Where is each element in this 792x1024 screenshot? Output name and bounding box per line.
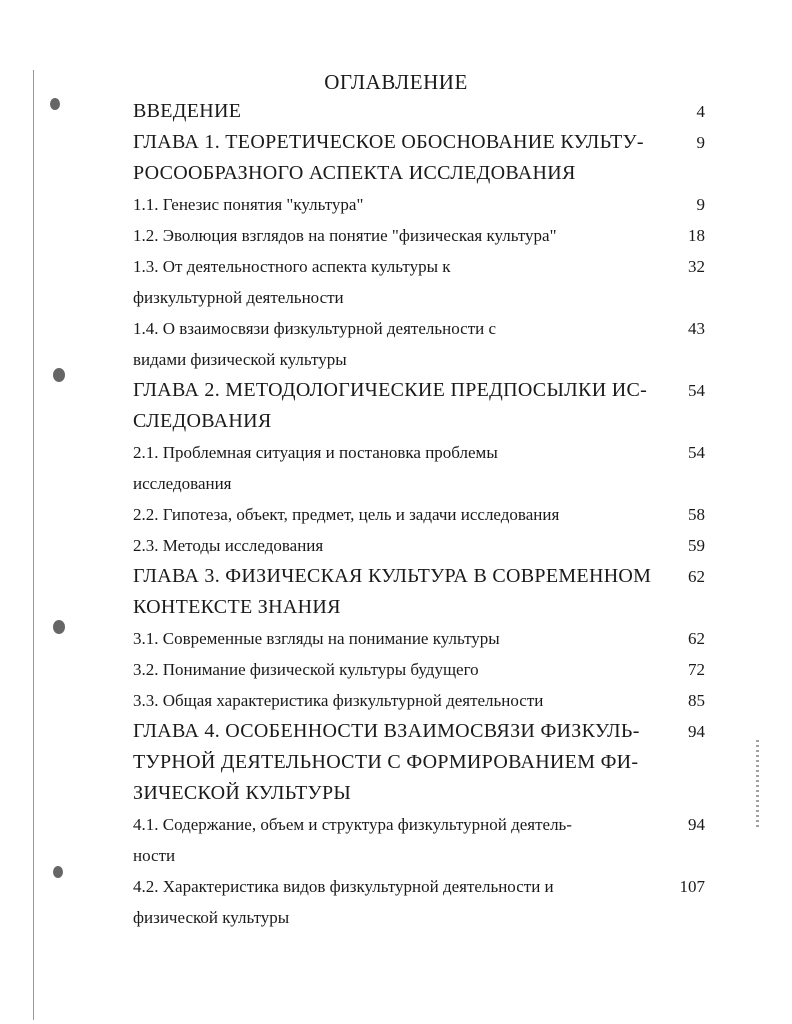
toc-entry-line: ТУРНОЙ ДЕЯТЕЛЬНОСТИ С ФОРМИРОВАНИЕМ ФИ-	[133, 751, 639, 773]
toc-entry-title	[133, 437, 643, 499]
toc-section-entry	[133, 623, 713, 654]
toc-entry-line: 3.3. Общая характеристика физкультурной деятельности	[133, 691, 544, 710]
toc-entry-title	[133, 561, 652, 623]
toc-entry-title	[133, 313, 643, 375]
toc-entry-line: 1.1. Генезис понятия "культура"	[133, 195, 364, 214]
toc-section-entry	[133, 220, 713, 251]
toc-chapter-entry	[133, 375, 713, 437]
toc-entry-title	[133, 530, 643, 561]
toc-section-entry	[133, 809, 713, 871]
toc-entry-line: 2.3. Методы исследования	[133, 536, 324, 555]
toc-page-number: 58	[688, 505, 705, 524]
toc-page-number: 9	[696, 133, 705, 152]
toc-entry-line: 1.3. От деятельностного аспекта культуры к	[133, 257, 451, 276]
punch-hole-3	[53, 620, 65, 634]
toc-entry-line: ГЛАВА 3. ФИЗИЧЕСКАЯ КУЛЬТУРА В СОВРЕМЕННОМ	[133, 565, 652, 587]
toc-entry-title	[133, 654, 643, 685]
toc-page-number: 107	[679, 877, 705, 896]
toc-page-number: 9	[696, 195, 705, 214]
toc-entry-line: исследования	[133, 474, 232, 493]
toc-section-entry	[133, 189, 713, 220]
toc-page-number: 62	[688, 629, 705, 648]
toc-entry-title	[133, 220, 643, 251]
toc-section-entry	[133, 654, 713, 685]
toc-entry-title	[133, 871, 643, 933]
toc-page-number: 54	[688, 381, 705, 400]
toc-entry-line: ГЛАВА 2. МЕТОДОЛОГИЧЕСКИЕ ПРЕДПОСЫЛКИ ИС-	[133, 379, 648, 401]
scan-margin-line	[33, 70, 34, 1020]
toc-entry-line: ГЛАВА 4. ОСОБЕННОСТИ ВЗАИМОСВЯЗИ ФИЗКУЛЬ-	[133, 720, 640, 742]
toc-chapter-entry	[133, 96, 713, 127]
punch-hole-4	[53, 866, 63, 878]
toc-entry-title	[133, 189, 643, 220]
toc-section-entry	[133, 251, 713, 313]
toc-entry-line: 4.1. Содержание, объем и структура физкультурной деятель-	[133, 815, 572, 834]
toc-entry-title	[133, 685, 643, 716]
toc-section-entry	[133, 499, 713, 530]
toc-entry-title	[133, 96, 643, 127]
toc-entry-title	[133, 716, 643, 809]
toc-section-entry	[133, 313, 713, 375]
toc-entry-line: 2.2. Гипотеза, объект, предмет, цель и задачи исследования	[133, 505, 560, 524]
toc-entry-line: КОНТЕКСТЕ ЗНАНИЯ	[133, 596, 341, 618]
punch-hole-1	[50, 98, 60, 110]
toc-chapter-entry	[133, 561, 713, 623]
toc-entry-line: ности	[133, 846, 176, 865]
toc-section-entry	[133, 530, 713, 561]
toc-chapter-entry	[133, 127, 713, 189]
toc-chapter-entry	[133, 716, 713, 809]
toc-page-number: 59	[688, 536, 705, 555]
toc-page-number: 62	[688, 567, 705, 586]
toc-page-number: 94	[688, 722, 705, 741]
toc-page-number: 43	[688, 319, 705, 338]
toc-entry-line: РОСООБРАЗНОГО АСПЕКТА ИССЛЕДОВАНИЯ	[133, 162, 576, 184]
toc-entry-line: 3.2. Понимание физической культуры будущего	[133, 660, 479, 679]
toc-entry-title	[133, 499, 643, 530]
punch-hole-2	[53, 368, 65, 382]
toc-entry-line: 1.2. Эволюция взглядов на понятие "физическая культура"	[133, 226, 557, 245]
toc-entry-line: ГЛАВА 1. ТЕОРЕТИЧЕСКОЕ ОБОСНОВАНИЕ КУЛЬТУ-	[133, 131, 644, 153]
toc-entry-line: ВВЕДЕНИЕ	[133, 100, 242, 122]
toc-page-number: 54	[688, 443, 705, 462]
table-of-contents	[133, 96, 713, 933]
toc-page-number: 32	[688, 257, 705, 276]
toc-page-number: 85	[688, 691, 705, 710]
toc-entry-line: ЗИЧЕСКОЙ КУЛЬТУРЫ	[133, 782, 352, 804]
toc-entry-line: 3.1. Современные взгляды на понимание культуры	[133, 629, 500, 648]
toc-entry-line: 1.4. О взаимосвязи физкультурной деятельности с	[133, 319, 497, 338]
scan-edge-noise	[756, 740, 759, 830]
toc-section-entry	[133, 871, 713, 933]
toc-page-number: 72	[688, 660, 705, 679]
toc-entry-line: физкультурной деятельности	[133, 288, 344, 307]
toc-page-number: 94	[688, 815, 705, 834]
toc-entry-line: видами физической культуры	[133, 350, 347, 369]
page-title: ОГЛАВЛЕНИЕ	[324, 70, 468, 94]
toc-entry-line: физической культуры	[133, 908, 290, 927]
toc-page-number: 18	[688, 226, 705, 245]
toc-section-entry	[133, 437, 713, 499]
toc-entry-line: 2.1. Проблемная ситуация и постановка проблемы	[133, 443, 498, 462]
toc-entry-title	[133, 623, 643, 654]
toc-entry-title	[133, 251, 643, 313]
toc-entry-title	[133, 809, 643, 871]
toc-entry-title	[133, 375, 648, 437]
toc-entry-title	[133, 127, 643, 189]
toc-entry-line: СЛЕДОВАНИЯ	[133, 410, 272, 432]
toc-page-number: 4	[696, 102, 705, 121]
toc-entry-line: 4.2. Характеристика видов физкультурной деятельности и	[133, 877, 554, 896]
toc-section-entry	[133, 685, 713, 716]
